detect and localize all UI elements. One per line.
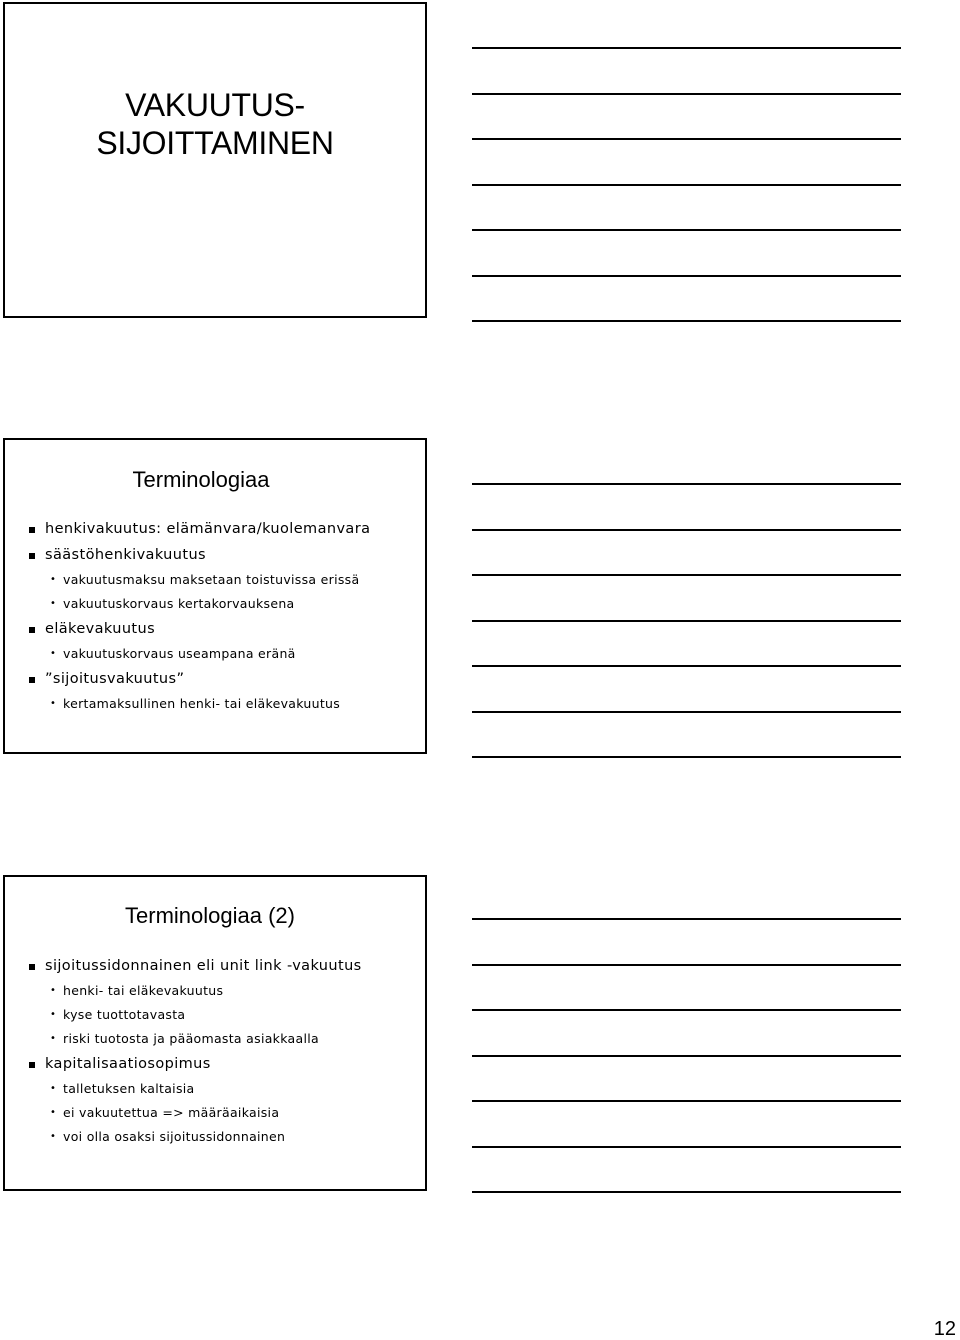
cover-title-line-2: SIJOITTAMINEN <box>96 125 334 161</box>
square-bullet-icon <box>29 964 35 970</box>
note-line <box>472 964 901 966</box>
sub-bullet-item <box>5 1125 425 1149</box>
bullet-text: vakuutusmaksu maksetaan toistuvissa erissä <box>63 572 360 587</box>
note-line <box>472 1055 901 1057</box>
dot-bullet-icon: • <box>50 574 57 585</box>
bullet-text: henkivakuutus: elämänvara/kuolemanvara <box>45 521 371 537</box>
bullet-text: henki- tai eläkevakuutus <box>63 983 224 998</box>
bullet-item <box>5 953 425 979</box>
slide-terminologiaa-2 <box>3 875 427 1191</box>
note-line <box>472 711 901 713</box>
slide-terminologiaa <box>3 438 427 754</box>
bullet-text: kyse tuottotavasta <box>63 1007 186 1022</box>
note-line <box>472 184 901 186</box>
sub-bullet-item <box>5 568 425 592</box>
slide-cover <box>3 2 427 318</box>
dot-bullet-icon: • <box>50 1009 57 1020</box>
bullet-item <box>5 616 425 642</box>
note-line <box>472 665 901 667</box>
dot-bullet-icon: • <box>50 598 57 609</box>
slide-title: Terminologiaa (2) <box>125 903 295 928</box>
square-bullet-icon <box>29 1062 35 1068</box>
note-line <box>472 1146 901 1148</box>
bullet-list <box>5 953 425 1149</box>
note-line <box>472 320 901 322</box>
note-line <box>472 574 901 576</box>
bullet-item <box>5 1051 425 1077</box>
note-line <box>472 1009 901 1011</box>
bullet-text: vakuutuskorvaus useampana eränä <box>63 646 296 661</box>
note-line <box>472 1100 901 1102</box>
bullet-item <box>5 516 425 542</box>
note-line <box>472 756 901 758</box>
square-bullet-icon <box>29 627 35 633</box>
square-bullet-icon <box>29 553 35 559</box>
cover-title-line-1: VAKUUTUS- <box>125 87 305 123</box>
note-line <box>472 620 901 622</box>
bullet-text: ”sijoitusvakuutus” <box>45 671 185 687</box>
note-line <box>472 275 901 277</box>
bullet-text: vakuutuskorvaus kertakorvauksena <box>63 596 295 611</box>
sub-bullet-item <box>5 1003 425 1027</box>
note-line <box>472 93 901 95</box>
slide-title: Terminologiaa <box>132 467 270 492</box>
dot-bullet-icon: • <box>50 1107 57 1118</box>
dot-bullet-icon: • <box>50 648 57 659</box>
bullet-list <box>5 516 425 716</box>
sub-bullet-item <box>5 979 425 1003</box>
note-line <box>472 918 901 920</box>
sub-bullet-item <box>5 592 425 616</box>
bullet-text: ei vakuutettua => määräaikaisia <box>63 1105 280 1120</box>
square-bullet-icon <box>29 677 35 683</box>
bullet-item <box>5 666 425 692</box>
note-line <box>472 529 901 531</box>
sub-bullet-item <box>5 642 425 666</box>
bullet-text: talletuksen kaltaisia <box>63 1081 195 1096</box>
dot-bullet-icon: • <box>50 1083 57 1094</box>
dot-bullet-icon: • <box>50 985 57 996</box>
bullet-text: riski tuotosta ja pääomasta asiakkaalla <box>63 1031 319 1046</box>
bullet-text: sijoitussidonnainen eli unit link -vakuutus <box>45 958 362 974</box>
dot-bullet-icon: • <box>50 1131 57 1142</box>
bullet-text: eläkevakuutus <box>45 621 156 637</box>
sub-bullet-item <box>5 1027 425 1051</box>
bullet-text: säästöhenkivakuutus <box>45 547 206 563</box>
sub-bullet-item <box>5 692 425 716</box>
bullet-text: voi olla osaksi sijoitussidonnainen <box>63 1129 286 1144</box>
note-line <box>472 138 901 140</box>
sub-bullet-item <box>5 1101 425 1125</box>
bullet-item <box>5 542 425 568</box>
sub-bullet-item <box>5 1077 425 1101</box>
dot-bullet-icon: • <box>50 698 57 709</box>
note-line <box>472 229 901 231</box>
bullet-text: kertamaksullinen henki- tai eläkevakuutus <box>63 696 341 711</box>
square-bullet-icon <box>29 527 35 533</box>
note-line <box>472 47 901 49</box>
bullet-text: kapitalisaatiosopimus <box>45 1056 211 1072</box>
note-line <box>472 1191 901 1193</box>
page-number: 12 <box>933 1318 956 1340</box>
dot-bullet-icon: • <box>50 1033 57 1044</box>
note-line <box>472 483 901 485</box>
cover-title <box>5 86 425 162</box>
